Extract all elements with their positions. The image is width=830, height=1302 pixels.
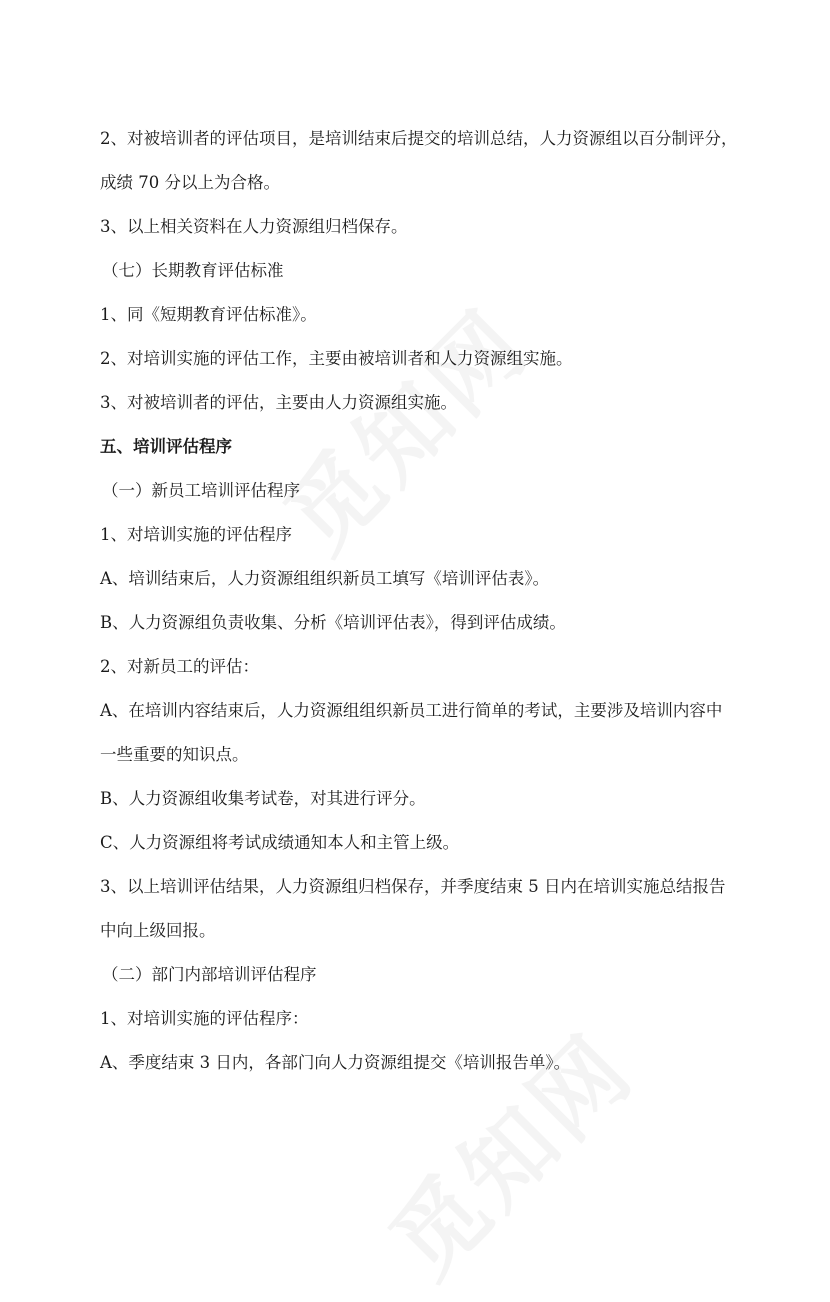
paragraph-line: B、人力资源组负责收集、分析《培训评估表》，得到评估成绩。 [100, 613, 566, 632]
paragraph-line: 一些重要的知识点。 [100, 745, 249, 764]
paragraph-line: 3、以上相关资料在人力资源组归档保存。 [100, 217, 408, 236]
paragraph-line: A、季度结束 3 日内，各部门向人力资源组提交《培训报告单》。 [100, 1053, 571, 1072]
paragraph-line: 1、对培训实施的评估程序 [100, 525, 292, 544]
paragraph-line: 3、对被培训者的评估，主要由人力资源组实施。 [100, 393, 457, 412]
paragraph-line: 3、以上培训评估结果，人力资源组归档保存，并季度结束 5 日内在培训实施总结报告 [100, 877, 726, 896]
paragraph-line: 中向上级回报。 [100, 921, 216, 940]
paragraph-line: 成绩 70 分以上为合格。 [100, 173, 280, 192]
paragraph-line: B、人力资源组收集考试卷，对其进行评分。 [100, 789, 426, 808]
paragraph-line: 2、对新员工的评估： [100, 657, 259, 676]
paragraph-line: A、培训结束后，人力资源组组织新员工填写《培训评估表》。 [100, 569, 550, 588]
subsection-heading: （一）新员工培训评估程序 [102, 481, 300, 500]
paragraph-line: A、在培训内容结束后，人力资源组组织新员工进行简单的考试，主要涉及培训内容中 [100, 701, 723, 720]
paragraph-line: C、人力资源组将考试成绩通知本人和主管上级。 [100, 833, 460, 852]
paragraph-line: 1、同《短期教育评估标准》。 [100, 305, 317, 324]
paragraph-line: 2、对被培训者的评估项目，是培训结束后提交的培训总结，人力资源组以百分制评分， [100, 129, 738, 148]
subsection-heading: （二）部门内部培训评估程序 [102, 965, 317, 984]
section-heading: 五、培训评估程序 [100, 437, 232, 456]
document-body [100, 117, 740, 1085]
paragraph-line: 1、对培训实施的评估程序： [100, 1009, 309, 1028]
subsection-heading: （七）长期教育评估标准 [102, 261, 284, 280]
paragraph-line: 2、对培训实施的评估工作，主要由被培训者和人力资源组实施。 [100, 349, 573, 368]
